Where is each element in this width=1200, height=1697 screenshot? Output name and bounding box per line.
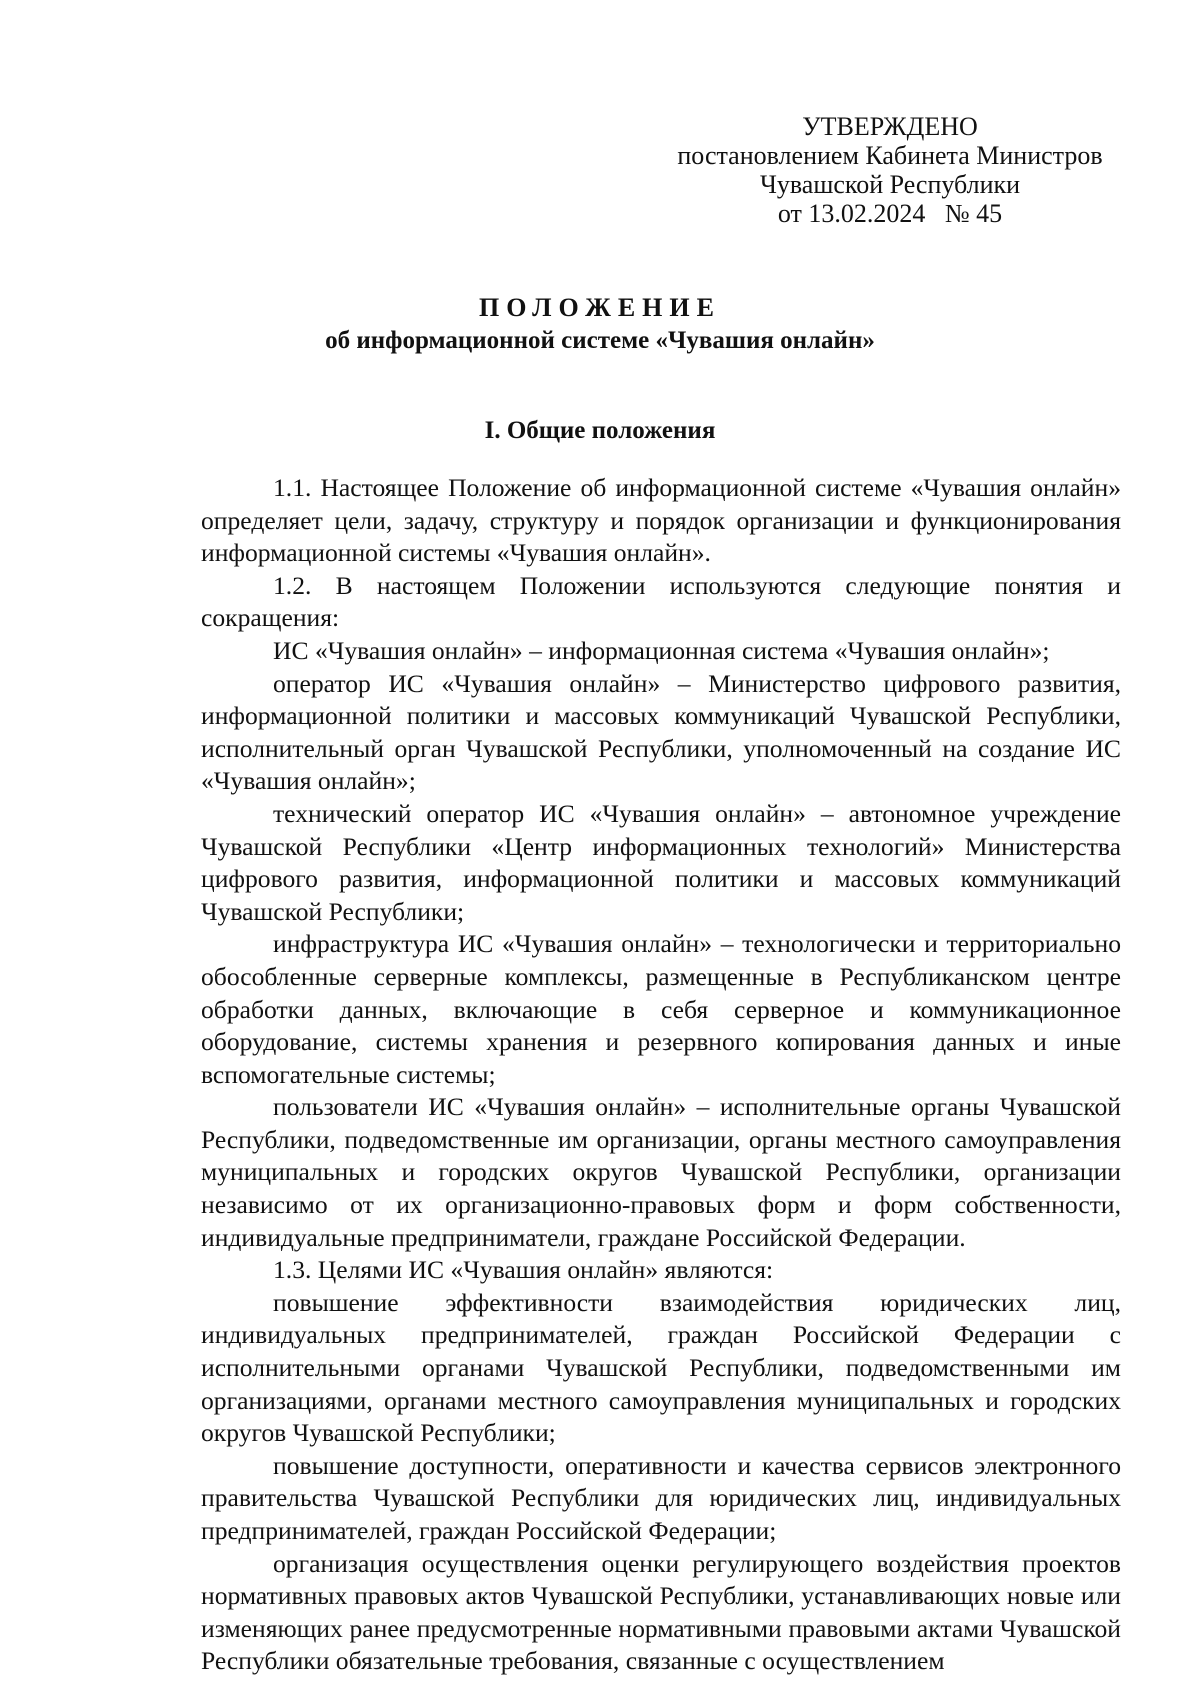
- paragraph: 1.1. Настоящее Положение об информационной системе «Чувашия онлайн» определяет цели, задачу, структуру и порядок организации и функционирования информационной системы «Чувашия онлайн».: [201, 473, 1121, 568]
- paragraph: инфраструктура ИС «Чувашия онлайн» – технологически и территориально обособленные серверные комплексы, размещенные в Республиканском центре обработки данных, включающие в себя серверное и коммуникационное оборудование, системы хранения и резервного копирования данных и иные вспомогательные системы;: [201, 929, 1121, 1089]
- document-body: [201, 472, 1121, 1678]
- document-subtitle: об информационной системе «Чувашия онлайн»: [325, 327, 875, 354]
- approval-line: Чувашской Республики: [759, 170, 1021, 199]
- paragraph: повышение эффективности взаимодействия юридических лиц, индивидуальных предпринимателей, граждан Российской Федерации с исполнительными органами Чувашской Республики, подведомственными им организациями, органами местного самоуправления муниципальных и городских округов Чувашской Республики;: [201, 1287, 1121, 1448]
- section-heading: I. Общие положения: [484, 417, 716, 444]
- paragraph: организация осуществления оценки регулирующего воздействия проектов нормативных правовых актов Чувашской Республики, устанавливающих новые или изменяющих ранее предусмотренные нормативными правовыми актами Чувашской Республики обязательные требования, связанные с осуществлением: [201, 1548, 1121, 1676]
- paragraph: повышение доступности, оперативности и качества сервисов электронного правительства Чувашской Республики для юридических лиц, индивидуальных предпринимателей, граждан Российской Федерации;: [201, 1450, 1121, 1545]
- paragraph: технический оператор ИС «Чувашия онлайн» – автономное учреждение Чувашской Республики «Центр информационных технологий» Министерства цифрового развития, информационной политики и массовых коммуникаций Чувашской Республики;: [201, 798, 1121, 926]
- paragraph: ИС «Чувашия онлайн» – информационная система «Чувашия онлайн»;: [273, 635, 1050, 665]
- paragraph: пользователи ИС «Чувашия онлайн» – исполнительные органы Чувашской Республики, подведомственные им организации, органы местного самоуправления муниципальных и городских округов Чувашской Республики, организации независимо от их организационно-правовых форм и форм собственности, индивидуальные предприниматели, граждане Российской Федерации.: [201, 1092, 1121, 1252]
- approval-line: от 13.02.2024 № 45: [777, 199, 1003, 228]
- approval-line: постановлением Кабинета Министров: [677, 141, 1103, 170]
- paragraph: 1.2. В настоящем Положении используются следующие понятия и сокращения:: [201, 570, 1121, 633]
- document-title: ПОЛОЖЕНИЕ: [479, 293, 721, 322]
- paragraph: оператор ИС «Чувашия онлайн» – Министерство цифрового развития, информационной политики и массовых коммуникаций Чувашской Республики, исполнительный орган Чувашской Республики, уполномоченный на создание ИС «Чувашия онлайн»;: [201, 668, 1121, 796]
- approval-line: УТВЕРЖДЕНО: [802, 112, 978, 141]
- paragraph: 1.3. Целями ИС «Чувашия онлайн» являются:: [273, 1255, 774, 1285]
- approval-stamp: [650, 112, 1130, 228]
